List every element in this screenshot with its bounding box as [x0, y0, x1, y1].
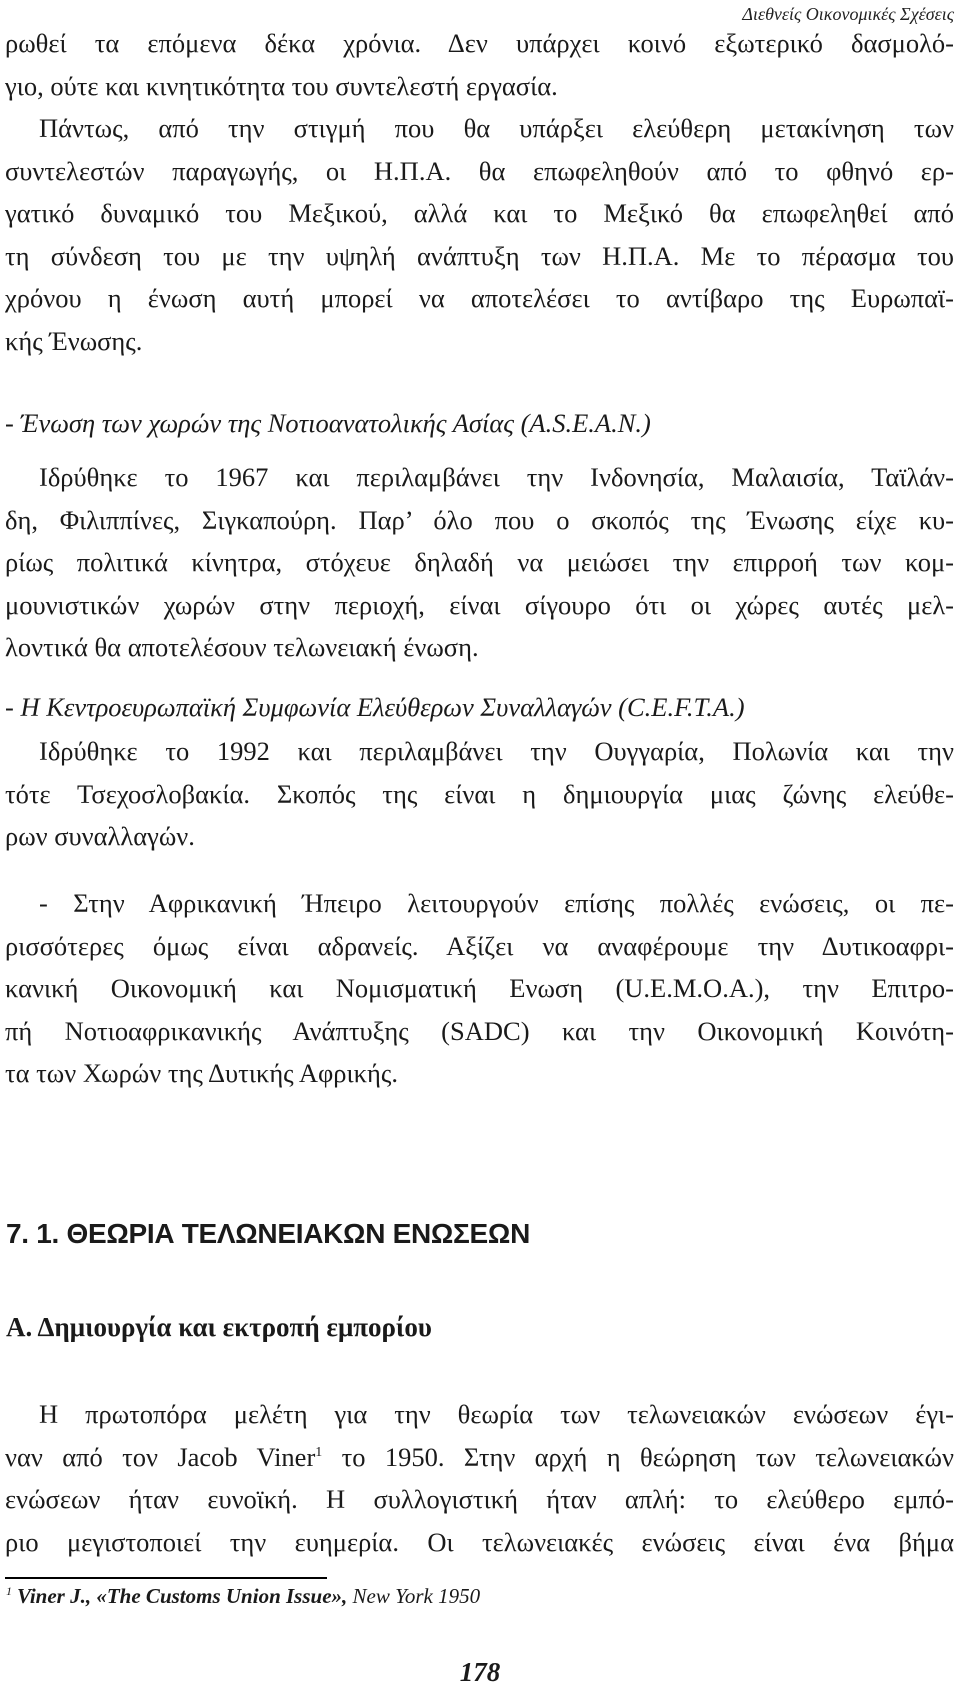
text-line: ενώσεων ήταν ευνοϊκή. Η συλλογιστική ήταν απλή: το ελεύθερο εμπό-	[5, 1484, 954, 1514]
paragraph-cefta	[5, 730, 954, 858]
footnote-author: Viner J.,	[17, 1584, 92, 1608]
asean-heading	[5, 402, 954, 445]
text-segment: το 1950. Στην αρχή η θεώρηση των τελωνειακών	[322, 1441, 954, 1472]
text-line: πή Νοτιοαφρικανικής Ανάπτυξης (SADC) και την Οικονομική Κοινότη-	[5, 1015, 954, 1046]
text-line: κανική Οικονομική και Νομισματική Ενωση (U.E.M.O.A.), την Επιτρο-	[5, 973, 954, 1003]
footnote	[6, 1584, 480, 1609]
text-line: γιο, ούτε και κινητικότητα του συντελεστή εργασία.	[5, 70, 558, 101]
running-header: Διεθνείς Οικονομικές Σχέσεις	[742, 4, 954, 24]
text-line: γατικό δυναμικό του Μεξικού, αλλά και το Μεξικό θα επωφεληθεί από	[5, 198, 954, 228]
text-line: ριο μεγιστοποιεί την ευημερία. Οι τελωνειακές ενώσεις είναι ένα βήμα	[5, 1526, 954, 1557]
footnote-divider	[5, 1577, 327, 1579]
subheading-asean: - Ένωση των χωρών της Νοτιοανατολικής Ασίας (A.S.E.A.N.)	[5, 408, 651, 438]
text-line: Η πρωτοπόρα μελέτη για την θεωρία των τελωνειακών ενώσεων έγι-	[39, 1399, 954, 1429]
footnote-number: 1	[6, 1584, 12, 1598]
text-line: Πάντως, από την στιγμή που θα υπάρξει ελεύθερη μετακίνηση των	[39, 113, 954, 143]
text-line: ρισσότερες όμως είναι αδρανείς. Αξίζει να αναφέρουμε την Δυτικοαφρι-	[5, 930, 954, 961]
text-line: τότε Τσεχοσλοβακία. Σκοπός της είναι η δημιουργία μιας ζώνης ελεύθε-	[5, 778, 954, 809]
paragraph-continuation	[5, 22, 954, 107]
text-line: χρόνου η ένωση αυτή μπορεί να αποτελέσει το αντίβαρο της Ευρωπαϊ-	[5, 283, 954, 313]
page-number: 178	[459, 1657, 501, 1687]
text-line: μουνιστικών χωρών στην περιοχή, είναι σίγουρο ότι οι χώρες αυτές μελ-	[5, 589, 954, 620]
footnote-reference[interactable]: 1	[315, 1444, 323, 1460]
text-line: κής Ένωσης.	[5, 325, 143, 356]
text-line: συντελεστών παραγωγής, οι Η.Π.Α. θα επωφεληθούν από το φθηνό ερ-	[5, 155, 954, 186]
text-line: τα των Χωρών της Δυτικής Αφρικής.	[5, 1058, 398, 1088]
text-line: τη σύνδεση του με την υψηλή ανάπτυξη των Η.Π.Α. Με το πέρασμα του	[5, 240, 954, 271]
cefta-heading	[5, 686, 954, 729]
paragraph-africa	[5, 882, 954, 1095]
paragraph-viner	[5, 1393, 954, 1563]
text-line: ρων συναλλαγών.	[5, 821, 195, 851]
section-title: 7. 1. ΘΕΩΡΙΑ ΤΕΛΩΝΕΙΑΚΩΝ ΕΝΩΣΕΩΝ	[6, 1218, 530, 1249]
text-line: ρωθεί τα επόμενα δέκα χρόνια. Δεν υπάρχει κοινό εξωτερικό δασμολό-	[5, 28, 954, 58]
text-line: Ιδρύθηκε το 1992 και περιλαμβάνει την Ουγγαρία, Πολωνία και την	[39, 736, 954, 766]
text-segment: ναν από τον Jacob Viner	[5, 1441, 316, 1472]
paragraph-nafta	[5, 107, 954, 362]
subheading-cefta: - Η Κεντροευρωπαϊκή Συμφωνία Ελεύθερων Συναλλαγών (C.E.F.T.A.)	[5, 692, 745, 722]
footnote-place-year: New York 1950	[352, 1584, 481, 1608]
subsection-title: Α. Δημιουργία και εκτροπή εμπορίου	[6, 1312, 432, 1342]
footnote-title: «The Customs Union Issue»,	[96, 1584, 348, 1608]
text-line: δη, Φιλιππίνες, Σιγκαπούρη. Παρ’ όλο που ο σκοπός της Ένωσης είχε κυ-	[5, 504, 954, 535]
text-line: λοντικά θα αποτελέσουν τελωνειακή ένωση.	[5, 632, 479, 662]
paragraph-asean	[5, 456, 954, 669]
text-line: ρίως πολιτικά κίνητρα, στόχευε δηλαδή να μειώσει την επιρροή των κομ-	[5, 547, 954, 577]
text-line: - Στην Αφρικανική Ήπειρο λειτουργούν επίσης πολλές ενώσεις, οι πε-	[39, 888, 954, 918]
text-line: Ιδρύθηκε το 1967 και περιλαμβάνει την Ινδονησία, Μαλαισία, Ταϊλάν-	[39, 462, 954, 492]
text-line-with-footnote	[5, 1436, 954, 1479]
